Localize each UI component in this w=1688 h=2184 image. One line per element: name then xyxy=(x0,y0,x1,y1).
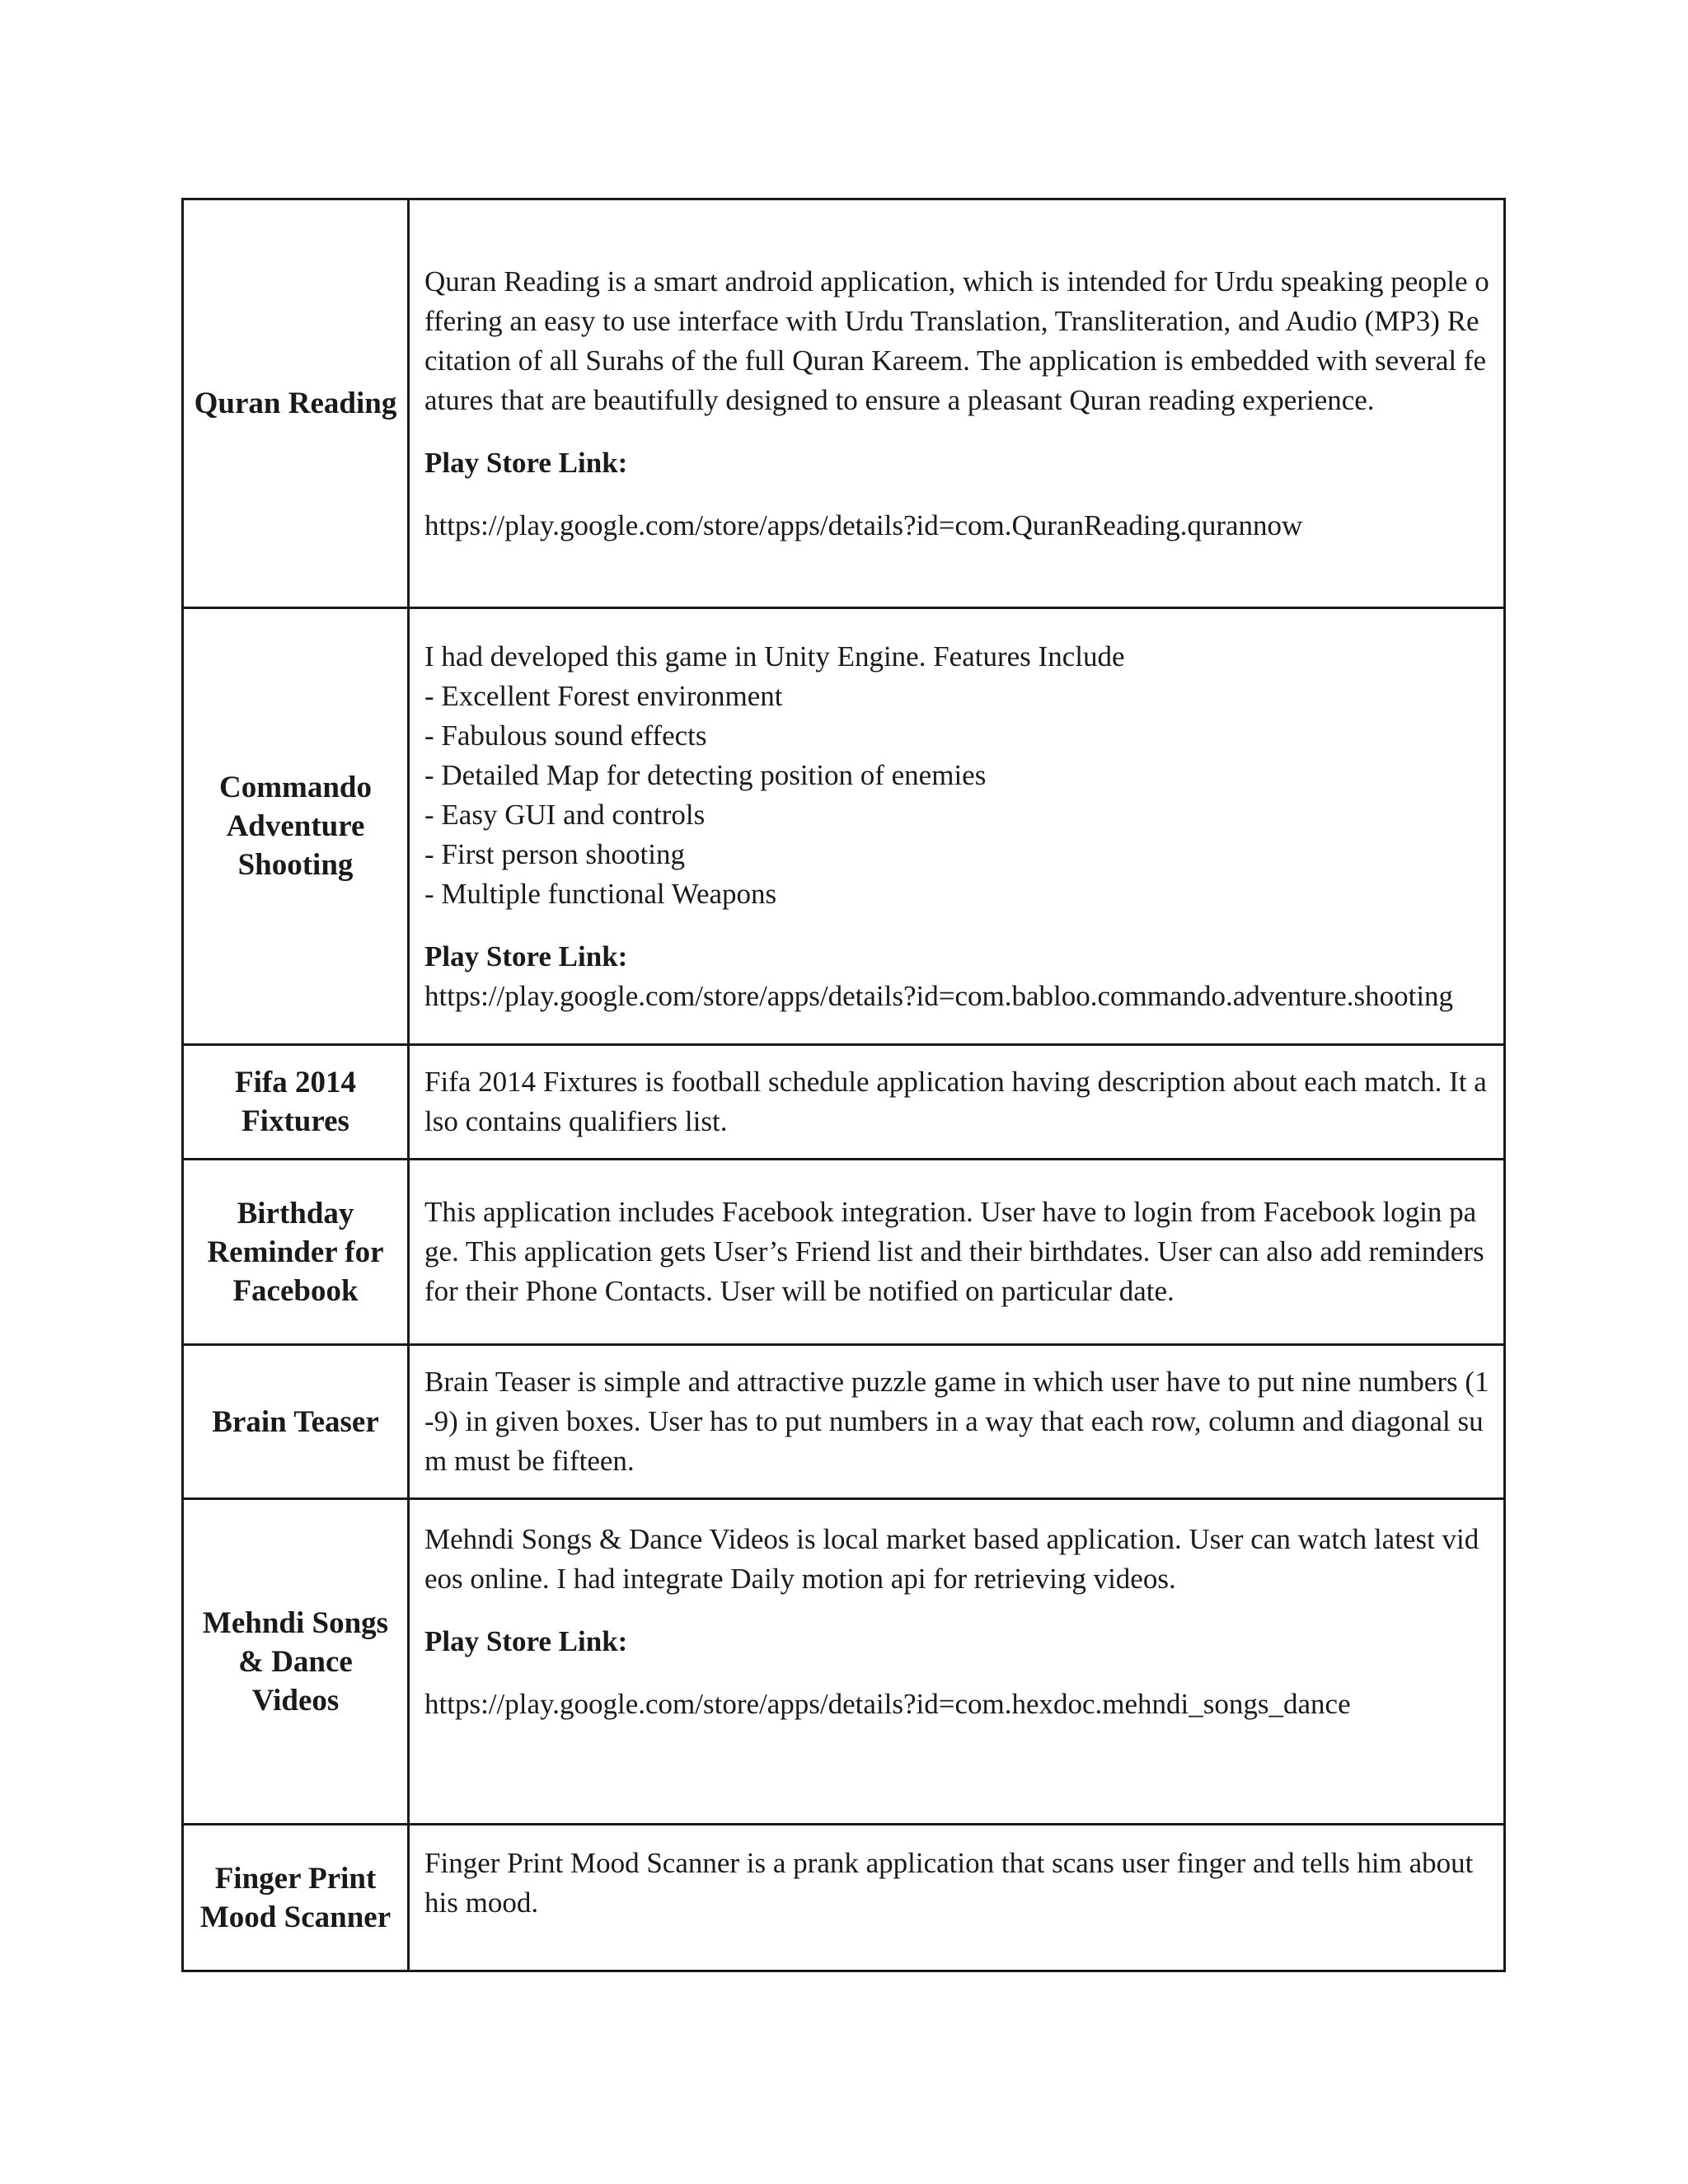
list-item: - First person shooting xyxy=(424,835,1490,874)
list-item: - Excellent Forest environment xyxy=(424,677,1490,716)
play-store-link-label: Play Store Link: xyxy=(424,940,628,972)
app-description: Finger Print Mood Scanner is a prank application that scans user finger and tells him about his mood. xyxy=(424,1847,1474,1919)
table-row xyxy=(183,1045,1505,1160)
play-store-link-label: Play Store Link: xyxy=(424,1625,628,1657)
app-description: Fifa 2014 Fixtures is football schedule application having description about each match. It also contains qualifiers list. xyxy=(424,1066,1487,1137)
table-row xyxy=(183,1345,1505,1499)
table-row xyxy=(183,1825,1505,1971)
app-description: This application includes Facebook integration. User have to login from Facebook login page. This application gets User’s Friend list and their birthdates. User can also add reminders for their Phone Contacts. User will be notified on particular date. xyxy=(424,1196,1484,1307)
play-store-link[interactable]: https://play.google.com/store/apps/details?id=com.babloo.commando.adventure.shooting xyxy=(424,979,1454,1012)
portfolio-table xyxy=(181,198,1506,1972)
app-description: Mehndi Songs & Dance Videos is local market based application. User can watch latest videos online. I had integrate Daily motion api for retrieving videos. xyxy=(424,1523,1479,1595)
feature-list xyxy=(424,677,1490,914)
app-details-fifa-2014-fixtures xyxy=(409,1045,1505,1160)
list-item: - Detailed Map for detecting position of enemies xyxy=(424,756,1490,795)
app-details-mehndi-songs xyxy=(409,1499,1505,1825)
app-name-finger-print-mood-scanner: Finger Print Mood Scanner xyxy=(183,1825,409,1971)
list-item: - Easy GUI and controls xyxy=(424,795,1490,835)
table-row xyxy=(183,608,1505,1045)
app-details-quran-reading xyxy=(409,199,1505,608)
app-name-fifa-2014-fixtures: Fifa 2014 Fixtures xyxy=(183,1045,409,1160)
app-description: Brain Teaser is simple and attractive puzzle game in which user have to put nine numbers (1-9) in given boxes. User has to put numbers in a way that each row, column and diagonal sum must be fifteen. xyxy=(424,1366,1489,1477)
app-name-commando-adventure-shooting: Commando Adventure Shooting xyxy=(183,608,409,1045)
play-store-link[interactable]: https://play.google.com/store/apps/details?id=com.QuranReading.qurannow xyxy=(424,509,1303,541)
app-description: Quran Reading is a smart android application, which is intended for Urdu speaking people offering an easy to use interface with Urdu Translation, Transliteration, and Audio (MP3) Recitation of all Surahs of the full Quran Kareem. The application is embedded with several features that are beautifully designed to ensure a pleasant Quran reading experience. xyxy=(424,265,1489,416)
play-store-link-label: Play Store Link: xyxy=(424,446,628,479)
app-details-commando-adventure-shooting xyxy=(409,608,1505,1045)
table-row xyxy=(183,1160,1505,1345)
list-item: - Multiple functional Weapons xyxy=(424,874,1490,914)
app-description: I had developed this game in Unity Engine. Features Include xyxy=(424,640,1125,673)
app-details-birthday-reminder xyxy=(409,1160,1505,1345)
app-name-brain-teaser: Brain Teaser xyxy=(183,1345,409,1499)
play-store-link[interactable]: https://play.google.com/store/apps/details?id=com.hexdoc.mehndi_songs_dance xyxy=(424,1688,1351,1720)
app-name-mehndi-songs: Mehndi Songs & Dance Videos xyxy=(183,1499,409,1825)
app-details-finger-print-mood-scanner xyxy=(409,1825,1505,1971)
app-name-quran-reading: Quran Reading xyxy=(183,199,409,608)
app-details-brain-teaser xyxy=(409,1345,1505,1499)
list-item: - Fabulous sound effects xyxy=(424,716,1490,756)
table-row xyxy=(183,1499,1505,1825)
table-row xyxy=(183,199,1505,608)
app-name-birthday-reminder: Birthday Reminder for Facebook xyxy=(183,1160,409,1345)
